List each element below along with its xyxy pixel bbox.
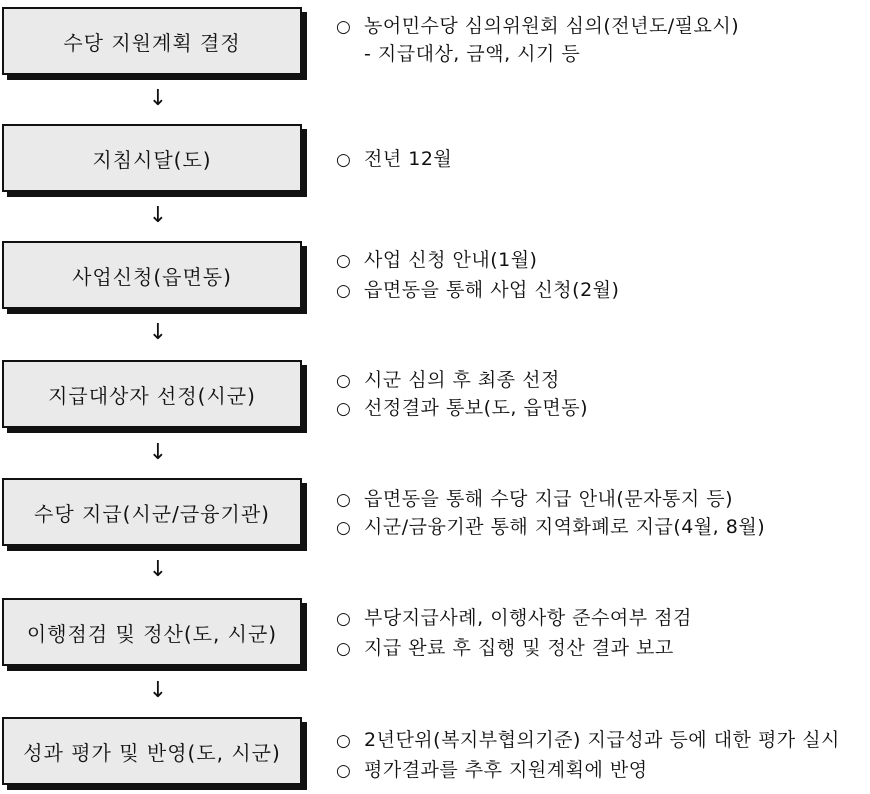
bullet-icon: ○: [336, 281, 352, 301]
step-1-box: 수당 지원계획 결정: [2, 7, 302, 75]
down-arrow-icon: ↓: [148, 320, 168, 345]
step-4-line-2: ○ 선정결과 통보(도, 읍면동): [336, 397, 588, 419]
step-5-line-1: ○ 읍면동을 통해 수당 지급 안내(문자통지 등): [336, 488, 734, 510]
down-arrow-icon: ↓: [148, 440, 168, 465]
bullet-icon: ○: [336, 17, 352, 37]
step-7-box: 성과 평가 및 반영(도, 시군): [2, 717, 302, 785]
bullet-icon: ○: [336, 490, 352, 510]
bullet-icon: ○: [336, 639, 352, 659]
down-arrow-icon: ↓: [148, 557, 168, 582]
step-3-box: 사업신청(읍면동): [2, 241, 302, 309]
bullet-icon: ○: [336, 150, 352, 170]
down-arrow-icon: ↓: [148, 86, 168, 111]
bullet-icon: ○: [336, 251, 352, 271]
step-5-line-2: ○ 시군/금융기관 통해 지역화폐로 지급(4월, 8월): [336, 516, 766, 538]
step-4-box: 지급대상자 선정(시군): [2, 360, 302, 428]
step-2-line-1: ○ 전년 12월: [336, 148, 453, 170]
bullet-icon: ○: [336, 371, 352, 391]
step-7-line-2: ○ 평가결과를 추후 지원계획에 반영: [336, 759, 648, 781]
bullet-icon: ○: [336, 399, 352, 419]
bullet-icon: ○: [336, 731, 352, 751]
step-5-box: 수당 지급(시군/금융기관): [2, 478, 302, 546]
bullet-icon: ○: [336, 609, 352, 629]
step-3-line-2: ○ 읍면동을 통해 사업 신청(2월): [336, 279, 620, 301]
step-2-box: 지침시달(도): [2, 124, 302, 192]
bullet-icon: ○: [336, 761, 352, 781]
down-arrow-icon: ↓: [148, 203, 168, 228]
step-4-line-1: ○ 시군 심의 후 최종 선정: [336, 369, 560, 391]
step-6-box: 이행점검 및 정산(도, 시군): [2, 598, 302, 666]
bullet-icon: ○: [336, 518, 352, 538]
step-6-line-1: ○ 부당지급사례, 이행사항 준수여부 점검: [336, 607, 692, 629]
step-3-line-1: ○ 사업 신청 안내(1월): [336, 249, 538, 271]
step-1-subline: - 지급대상, 금액, 시기 등: [364, 43, 581, 65]
down-arrow-icon: ↓: [148, 678, 168, 703]
step-7-line-1: ○ 2년단위(복지부협의기준) 지급성과 등에 대한 평가 실시: [336, 729, 840, 751]
step-6-line-2: ○ 지급 완료 후 집행 및 정산 결과 보고: [336, 637, 674, 659]
step-1-line-1: ○ 농어민수당 심의위원회 심의(전년도/필요시): [336, 15, 740, 37]
